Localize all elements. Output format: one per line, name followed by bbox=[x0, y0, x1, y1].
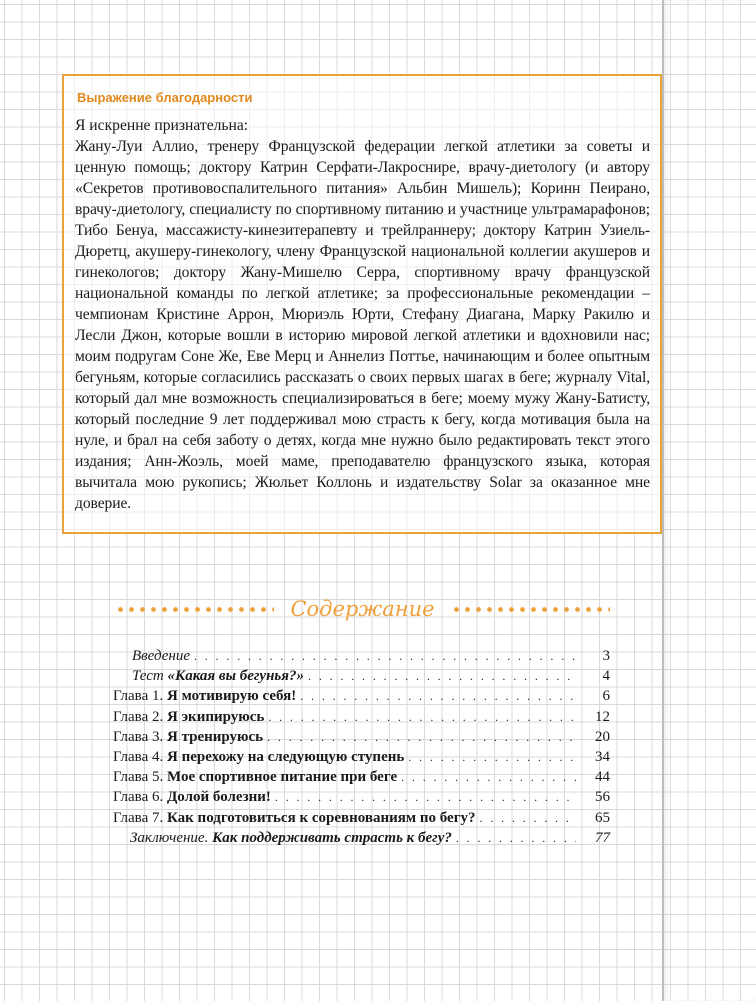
toc-leader bbox=[408, 747, 576, 767]
toc-entry-chapter-5[interactable] bbox=[113, 767, 610, 787]
toc-entry-test[interactable] bbox=[113, 666, 610, 686]
acknowledgements-body: Жану-Луи Аллио, тренеру Французской федерации легкой атлетики за советы и ценную помощь; доктору Катрин Серфати-Лакроснире, врачу-диетологу (и автору «Секретов противовоспалительного питания» Альбин Мишель); Коринн Пеирано, врачу-диетологу, специалисту по спортивному питанию и участнице ультрамарафонов; Тибо Бенуа, массажисту-кинезитерапевту и трейлраннеру; доктору Катрин Узиель-Дюретц, акушеру-гинекологу, члену Французской национальной коллегии акушеров и гинекологов; доктору Жану-Мишелю Серра, спортивному врачу французской национальной команды по легкой атлетике; за профессиональные рекомендации – чемпионам Кристине Аррон, Мюриэль Юрти, Стефану Диагана, Марку Ракилю и Лесли Джон, которые вошли в историю мировой легкой атлетики и вдохновили нас; моим подругам Соне Же, Еве Мерц и Аннелиз Поттье, начинающим и более опытным бегуньям, которые согласились рассказать о своих первых шагах в беге; журналу Vital, который дал мне возможность специализироваться в беге; моему мужу Жану-Батисту, который последние 9 лет поддерживал мою страсть к бегу, когда мотивация была на нуле, и брал на себя заботу о детях, когда мне нужно было редактировать текст этого издания; Анн-Жоэль, моей маме, преподавателю французского языка, которая вычитала мою рукопись; Жюльет Коллонь и издательству Solar за оказанное мне доверие. bbox=[75, 138, 650, 512]
toc-leader bbox=[194, 646, 576, 666]
table-of-contents bbox=[113, 646, 610, 848]
toc-entry-title: Я перехожу на следующую ступень bbox=[166, 749, 405, 766]
toc-entry-prefix: Введение bbox=[132, 648, 190, 664]
toc-entry-conclusion[interactable] bbox=[113, 828, 610, 848]
toc-entry-title: Как подготовиться к соревнованиям по бегу? bbox=[166, 809, 476, 826]
toc-entry-chapter-3[interactable] bbox=[113, 727, 610, 747]
acknowledgements-heading: Выражение благодарности bbox=[77, 90, 253, 105]
toc-leader bbox=[275, 787, 576, 807]
toc-entry-page: 77 bbox=[595, 829, 610, 846]
toc-entry-title: Мое спортивное питание при беге bbox=[166, 769, 398, 786]
toc-entry-page: 34 bbox=[595, 749, 610, 766]
toc-entry-prefix: Глава 2. bbox=[113, 708, 164, 725]
toc-leader bbox=[308, 666, 576, 686]
toc-entry-prefix: Глава 4. bbox=[113, 749, 164, 766]
toc-entry-chapter-4[interactable] bbox=[113, 747, 610, 767]
acknowledgements-lead: Я искренне признательна: bbox=[75, 117, 249, 134]
toc-entry-prefix: Тест bbox=[132, 668, 164, 685]
toc-dots-right bbox=[451, 607, 610, 612]
toc-leader bbox=[401, 767, 576, 787]
toc-entry-title: Долой болезни! bbox=[166, 789, 271, 806]
toc-entry-title: «Какая вы бегунья?» bbox=[167, 668, 305, 685]
toc-entry-page: 56 bbox=[595, 789, 610, 806]
toc-leader bbox=[300, 686, 576, 706]
toc-entry-title: Я экипируюсь bbox=[166, 708, 265, 725]
toc-entry-page: 65 bbox=[595, 809, 610, 826]
toc-leader bbox=[480, 808, 576, 828]
toc-leader bbox=[456, 828, 576, 848]
toc-entry-page: 12 bbox=[595, 708, 610, 725]
toc-entry-page: 20 bbox=[595, 728, 610, 745]
toc-entry-prefix: Глава 1. bbox=[113, 688, 164, 705]
toc-entry-prefix: Глава 3. bbox=[113, 728, 164, 745]
toc-entry-prefix: Заключение. bbox=[130, 829, 209, 846]
toc-entry-page: 3 bbox=[602, 648, 610, 664]
toc-entry-chapter-1[interactable] bbox=[113, 686, 610, 706]
toc-entry-page: 4 bbox=[602, 668, 610, 685]
toc-leader bbox=[268, 707, 576, 727]
toc-entry-prefix: Глава 7. bbox=[113, 809, 164, 826]
toc-entry-intro[interactable] bbox=[113, 646, 610, 666]
toc-entry-prefix: Глава 5. bbox=[113, 769, 164, 786]
toc-title: Содержание bbox=[290, 597, 435, 621]
acknowledgements-box bbox=[62, 74, 662, 534]
toc-header bbox=[115, 593, 610, 625]
toc-entry-title: Как поддерживать страсть к бегу? bbox=[212, 829, 452, 846]
toc-entry-prefix: Глава 6. bbox=[113, 789, 164, 806]
toc-entry-chapter-7[interactable] bbox=[113, 808, 610, 828]
toc-dots-left bbox=[115, 607, 274, 612]
toc-entry-title: Я тренируюсь bbox=[166, 728, 264, 745]
toc-leader bbox=[267, 727, 576, 747]
toc-entry-page: 44 bbox=[595, 769, 610, 786]
toc-entry-chapter-6[interactable] bbox=[113, 787, 610, 807]
toc-entry-title: Я мотивирую себя! bbox=[166, 688, 297, 705]
toc-entry-chapter-2[interactable] bbox=[113, 707, 610, 727]
toc-entry-page: 6 bbox=[602, 688, 610, 705]
right-page-edge bbox=[662, 0, 756, 1001]
